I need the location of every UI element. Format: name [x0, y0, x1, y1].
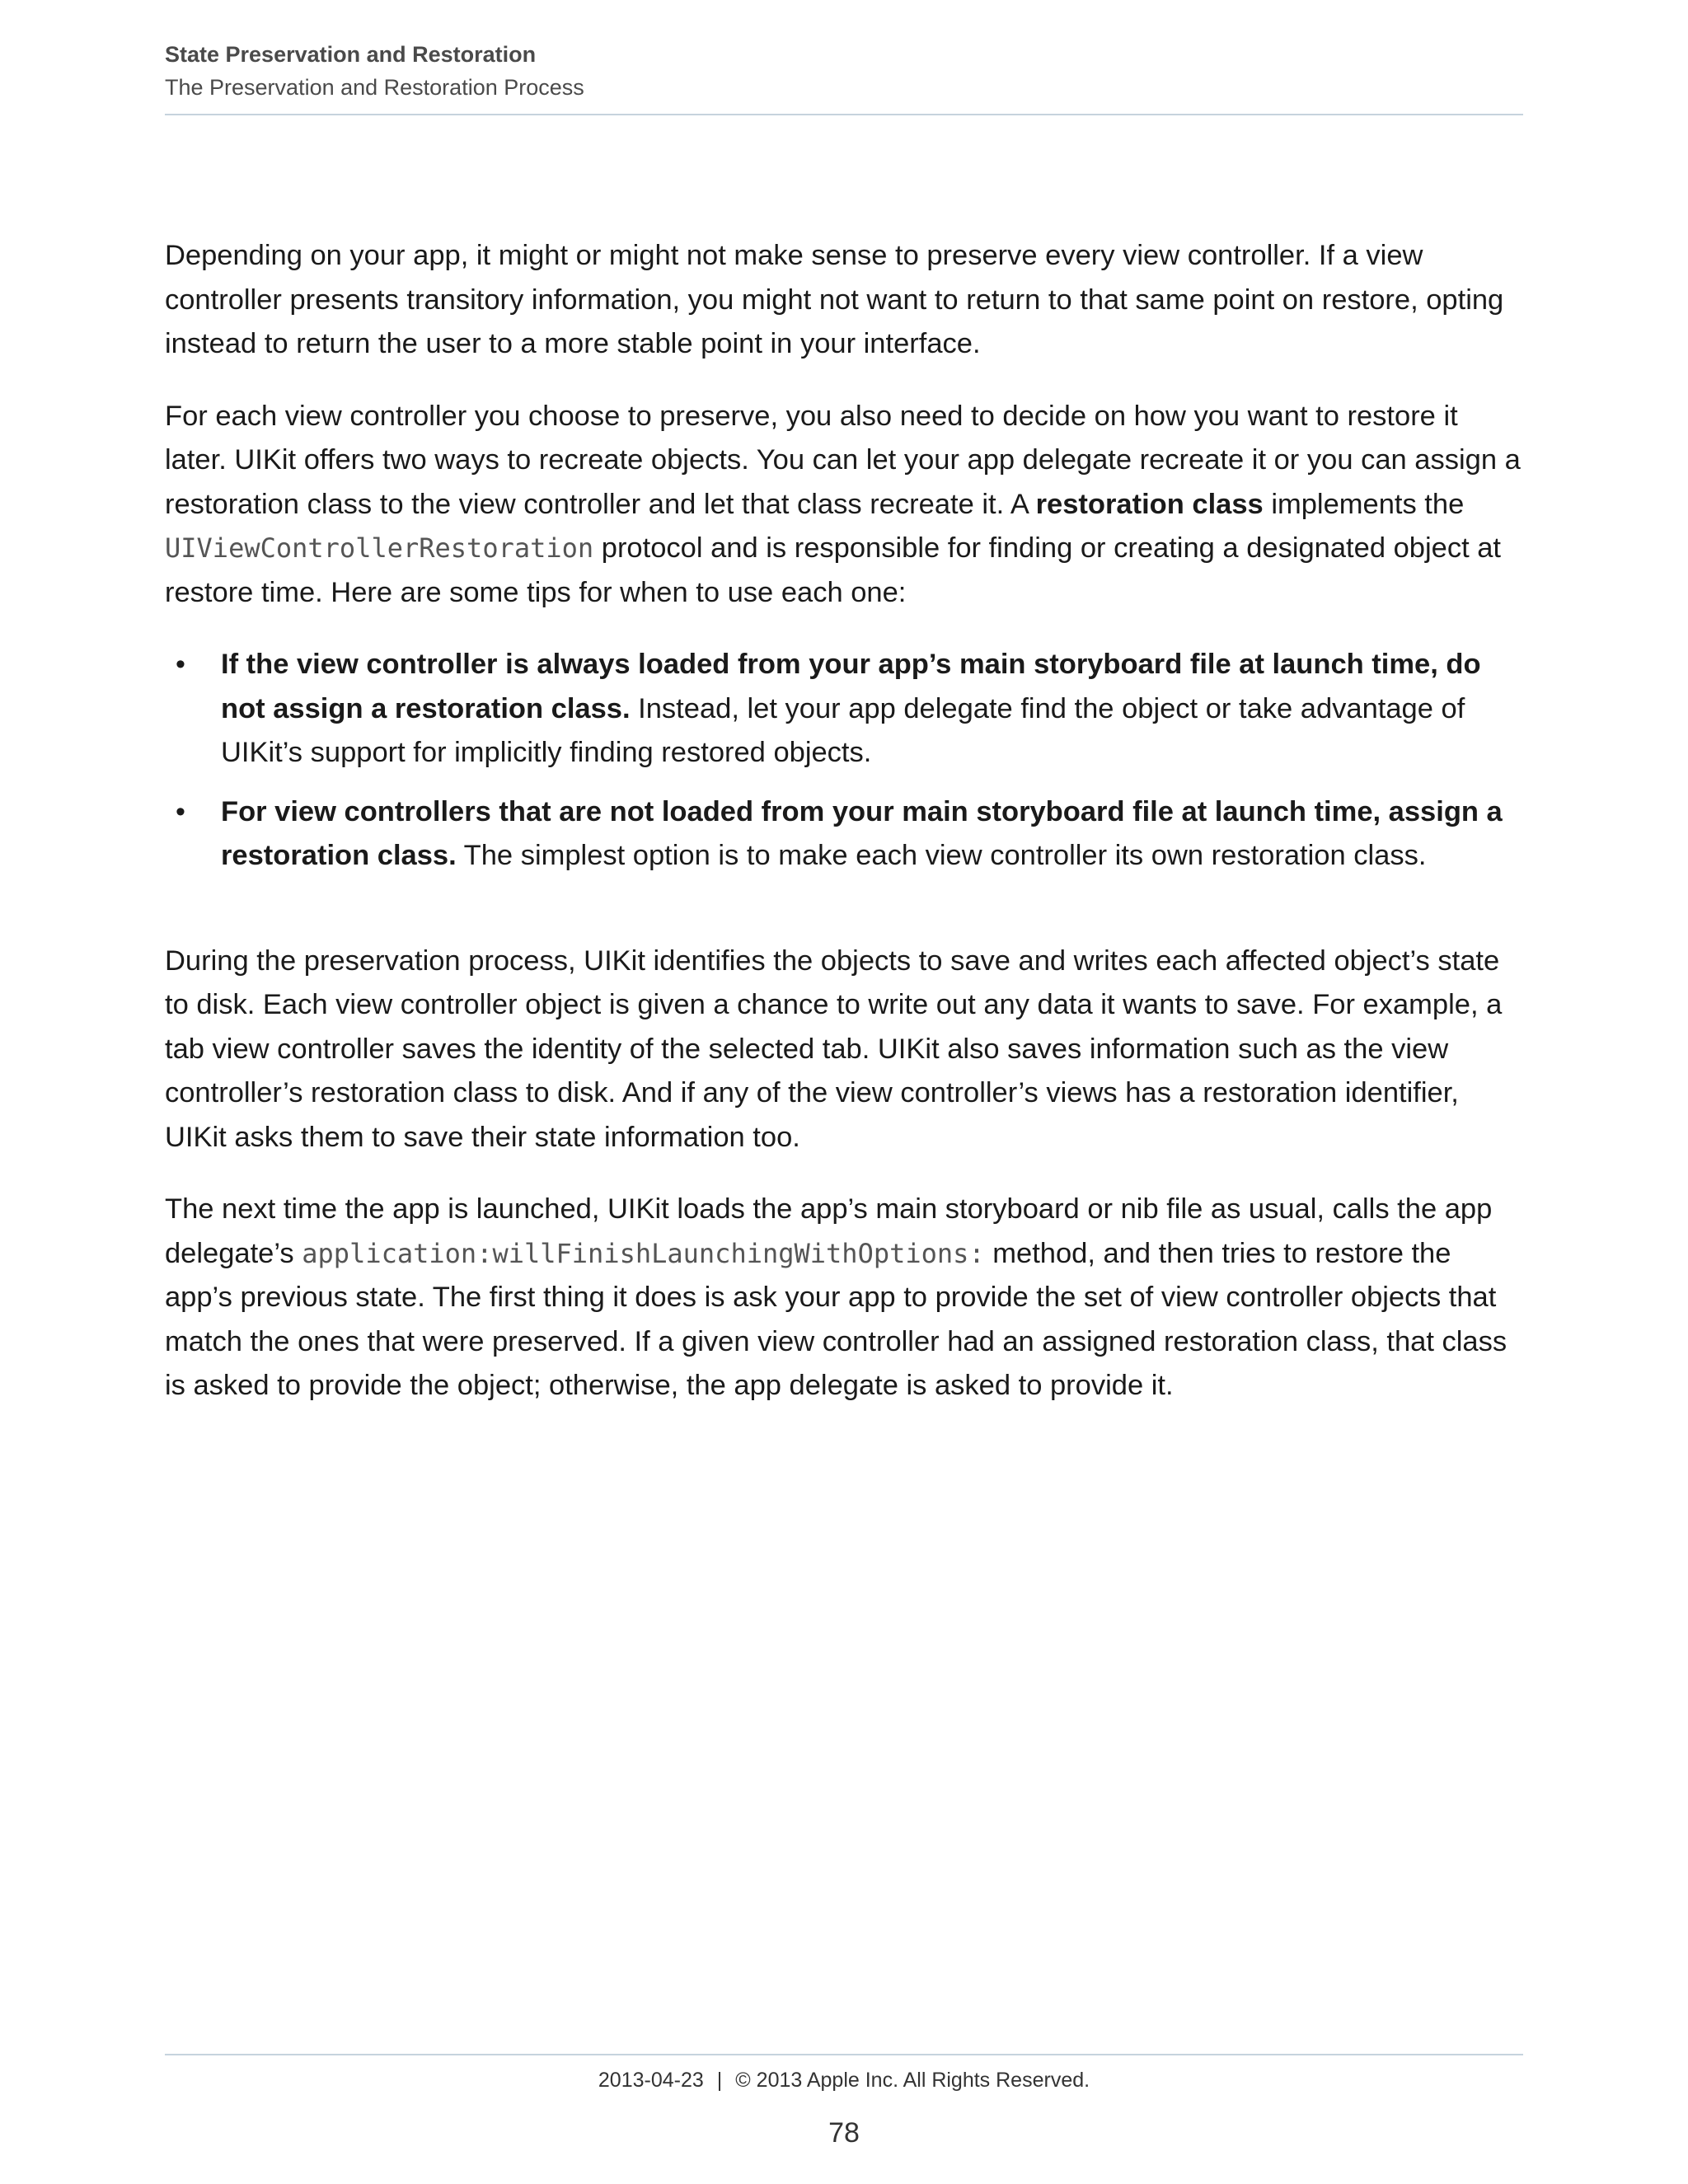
bullet-icon: • — [176, 795, 185, 827]
term-restoration-class: restoration class — [1035, 488, 1264, 520]
paragraph-4-text-a: The next time the app is launched, UIKit loads the app’s main storyboard or nib file as usual, calls the app delegate’s — [165, 1193, 1493, 1269]
chapter-title: State Preservation and Restoration — [165, 42, 537, 67]
paragraph-4 — [165, 1188, 1523, 1408]
list-item-heading: For view controllers that are not loaded from your main storyboard file at launch time, assign a restoration class. — [221, 795, 1503, 871]
paragraph-3: During the preservation process, UIKit identifies the objects to save and writes each affected object’s state to disk. Each view controller object is given a chance to write out any data it wants to save. For example, a tab view controller saves the identity of the selected tab. UIKit also saves information such as the view controller’s restoration class to disk. And if any of the view controller’s views has a restoration identifier, UIKit asks them to save their state information too. — [165, 944, 1503, 1153]
footer-separator: | — [716, 2069, 723, 2092]
paragraph-2 — [165, 395, 1523, 616]
footer — [165, 2065, 1523, 2095]
spacer — [165, 907, 1523, 940]
page-number: 78 — [828, 2117, 860, 2149]
section-title: The Preservation and Restoration Process — [165, 75, 584, 100]
paragraph-2-text-c: protocol and is responsible for finding or creating a designated object at restore time. Here are some tips for when to use each one: — [165, 532, 1502, 608]
paragraph-2-text-a: For each view controller you choose to preserve, you also need to decide on how you want to restore it later. UIKit offers two ways to recreate objects. You can let your app delegate recreate it or you can assign a restoration class to the view controller and let that class recreate it. A — [165, 400, 1521, 520]
list-item — [165, 790, 1523, 879]
list-item-heading: If the view controller is always loaded from your app’s main storyboard file at launch time, do not assign a restoration class. — [221, 649, 1481, 724]
tips-list — [165, 643, 1523, 879]
list-item-text: The simplest option is to make each view controller its own restoration class. — [456, 840, 1427, 871]
code-restoration-protocol: UIViewControllerRestoration — [165, 532, 594, 564]
paragraph-2-text-b: implements the — [1263, 488, 1465, 520]
list-item-text: Instead, let your app delegate find the object or take advantage of UIKit’s support for implicitly finding restored objects. — [221, 692, 1465, 768]
bullet-icon: • — [176, 649, 185, 680]
footer-copyright: © 2013 Apple Inc. All Rights Reserved. — [735, 2069, 1090, 2092]
footer-divider — [165, 2054, 1523, 2055]
footer-date: 2013-04-23 — [598, 2069, 704, 2092]
paragraph-4-text-b: method, and then tries to restore the app’s previous state. The first thing it does is ask your app to provide the set of view controller objects that match the ones that were preserved. If a given view controller had an assigned restoration class, that class is asked to provide the object; otherwise, the app delegate is asked to provide it. — [165, 1237, 1507, 1401]
running-header — [165, 38, 1523, 104]
body-content — [165, 234, 1523, 1436]
paragraph-1: Depending on your app, it might or might not make sense to preserve every view controller. If a view controller presents transitory information, you might not want to return to that same point on restore, opting instead to return the user to a more stable point in your interface. — [165, 240, 1504, 359]
list-item — [165, 643, 1523, 776]
code-will-finish-launching: application:willFinishLaunchingWithOptions: — [302, 1237, 985, 1269]
header-divider — [165, 114, 1523, 115]
